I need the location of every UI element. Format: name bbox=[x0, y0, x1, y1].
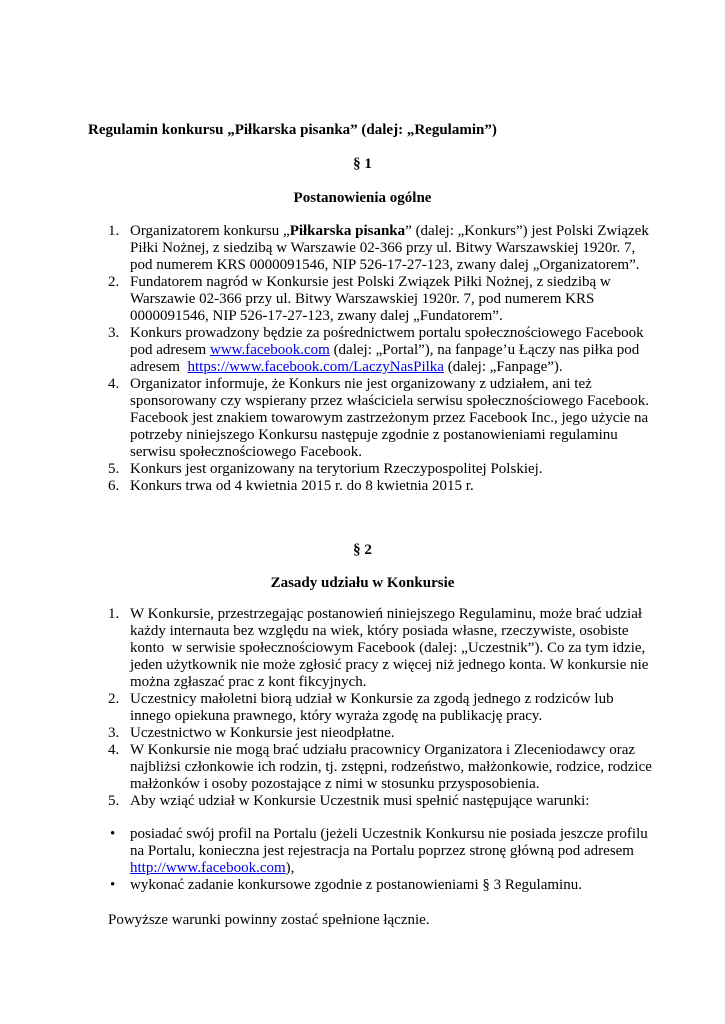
item-number: 5. bbox=[108, 461, 120, 477]
list-item bbox=[0, 461, 649, 478]
item-number: 3. bbox=[108, 325, 120, 341]
text-fragment: (dalej: „Fanpage”). bbox=[443, 359, 563, 375]
bullet-icon: • bbox=[110, 826, 116, 842]
item-line: Organizator informuje, że Konkurs nie jest organizowany z udziałem, ani też bbox=[130, 376, 592, 392]
list-item bbox=[0, 725, 652, 742]
fanpage-link[interactable]: https://www.facebook.com/LaczyNasPilka bbox=[187, 359, 444, 375]
bullet-item bbox=[0, 826, 648, 877]
requirements-bullet-list bbox=[0, 826, 648, 894]
item-number: 1. bbox=[108, 606, 120, 622]
text-fragment: Organizatorem konkursu „ bbox=[130, 223, 290, 239]
item-number: 6. bbox=[108, 478, 120, 494]
item-number: 3. bbox=[108, 725, 120, 741]
section-2-heading: Zasady udziału w Konkursie bbox=[270, 575, 455, 591]
text-fragment: (dalej: „Portal”), na fanpage’u Łączy nas piłka pod bbox=[329, 342, 640, 358]
list-item bbox=[0, 691, 652, 725]
item-line: sponsorowany czy wspierany przez właściciela serwisu społecznościowego Facebook. bbox=[130, 393, 649, 409]
item-line: Konkurs jest organizowany na terytorium Rzeczypospolitej Polskiej. bbox=[130, 461, 543, 477]
bullet-icon: • bbox=[110, 877, 116, 893]
text-fragment: pod adresem bbox=[130, 342, 210, 358]
item-line: najbliżsi członkowie ich rodzin, tj. zstępni, rodzeństwo, małżonkowie, rodzice, rodzice bbox=[130, 759, 652, 775]
item-line: konto w serwisie społecznościowym Facebook (dalej: „Uczestnik”). Co za tym idzie, bbox=[130, 640, 646, 656]
item-number: 4. bbox=[108, 376, 120, 392]
item-line: W Konkursie nie mogą brać udziału pracownicy Organizatora i Zleceniodawcy oraz bbox=[130, 742, 636, 758]
item-number: 2. bbox=[108, 274, 120, 290]
item-line: serwisu społecznościowego Facebook. bbox=[130, 444, 363, 460]
item-line: można zgłaszać prac z kont fikcyjnych. bbox=[130, 674, 367, 690]
section-1-list bbox=[0, 223, 649, 495]
list-item bbox=[0, 376, 649, 461]
item-line: Uczestnicy małoletni biorą udział w Konkursie za zgodą jednego z rodziców lub bbox=[130, 691, 614, 707]
item-line: innego opiekuna prawnego, który wyraża zgodę na publikację pracy. bbox=[130, 708, 543, 724]
item-line: Konkurs trwa od 4 kwietnia 2015 r. do 8 kwietnia 2015 r. bbox=[130, 478, 474, 494]
section-2-list bbox=[0, 606, 652, 810]
item-number: 5. bbox=[108, 793, 120, 809]
item-line: Facebook jest znakiem towarowym zastrzeżonym przez Facebook Inc., jego użycie na bbox=[130, 410, 649, 426]
item-line: jeden użytkownik nie może zgłosić pracy z więcej niż jednego konta. W konkursie nie bbox=[130, 657, 649, 673]
item-line: W Konkursie, przestrzegając postanowień niniejszego Regulaminu, może brać udział bbox=[130, 606, 643, 622]
list-item bbox=[0, 793, 652, 810]
contest-name: Piłkarska pisanka bbox=[289, 223, 406, 239]
item-line: wykonać zadanie konkursowe zgodnie z postanowieniami § 3 Regulaminu. bbox=[130, 877, 582, 893]
text-fragment: ” (dalej: „Konkurs”) jest Polski Związek bbox=[405, 223, 649, 239]
text-fragment: ), bbox=[285, 860, 295, 876]
item-line bbox=[130, 342, 649, 359]
section-2-number: § 2 bbox=[353, 542, 372, 558]
section-1-number: § 1 bbox=[353, 156, 372, 172]
closing-note: Powyższe warunki powinny zostać spełnione łącznie. bbox=[108, 912, 430, 928]
item-line: każdy internauta bez względu na wiek, który posiada własne, rzeczywiste, osobiste bbox=[130, 623, 629, 639]
item-line: Piłki Nożnej, z siedzibą w Warszawie 02-366 przy ul. Bitwy Warszawskiej 1920r. 7, bbox=[130, 240, 636, 256]
text-fragment: adresem bbox=[130, 359, 188, 375]
item-number: 1. bbox=[108, 223, 120, 239]
list-item bbox=[0, 478, 649, 495]
list-item bbox=[0, 274, 649, 325]
facebook-homepage-link[interactable]: http://www.facebook.com bbox=[130, 860, 286, 876]
item-line: Warszawie 02-366 przy ul. Bitwy Warszawskiej 1920r. 7, pod numerem KRS bbox=[130, 291, 595, 307]
item-line: pod numerem KRS 0000091546, NIP 526-17-27-123, zwany dalej „Organizatorem”. bbox=[130, 257, 640, 273]
item-line: Konkurs prowadzony będzie za pośrednictwem portalu społecznościowego Facebook bbox=[130, 325, 644, 341]
list-item bbox=[0, 223, 649, 274]
item-line bbox=[130, 359, 649, 376]
section-1-heading: Postanowienia ogólne bbox=[293, 190, 432, 206]
item-line: 0000091546, NIP 526-17-27-123, zwany dalej „Fundatorem”. bbox=[130, 308, 503, 324]
item-line: posiadać swój profil na Portalu (jeżeli Uczestnik Konkursu nie posiada jeszcze profilu bbox=[130, 826, 648, 842]
list-item bbox=[0, 606, 652, 691]
item-line: potrzeby niniejszego Konkursu następuje zgodnie z postanowieniami regulaminu bbox=[130, 427, 618, 443]
item-line: Fundatorem nagród w Konkursie jest Polski Związek Piłki Nożnej, z siedzibą w bbox=[130, 274, 611, 290]
facebook-link[interactable]: www.facebook.com bbox=[209, 342, 330, 358]
item-line: Aby wziąć udział w Konkursie Uczestnik musi spełnić następujące warunki: bbox=[130, 793, 590, 809]
item-number: 2. bbox=[108, 691, 120, 707]
item-line: Uczestnictwo w Konkursie jest nieodpłatne. bbox=[130, 725, 395, 741]
item-line: na Portalu, konieczna jest rejestracja na Portalu poprzez stronę główną pod adresem bbox=[130, 843, 634, 859]
list-item bbox=[0, 742, 652, 793]
item-line bbox=[130, 860, 648, 877]
item-line: małżonków i osoby pozostające z nimi w stosunku przysposobienia. bbox=[130, 776, 540, 792]
item-number: 4. bbox=[108, 742, 120, 758]
item-line bbox=[130, 223, 649, 240]
document-title: Regulamin konkursu „Piłkarska pisanka” (dalej: „Regulamin”) bbox=[88, 122, 497, 138]
list-item bbox=[0, 325, 649, 376]
bullet-item bbox=[0, 877, 648, 894]
